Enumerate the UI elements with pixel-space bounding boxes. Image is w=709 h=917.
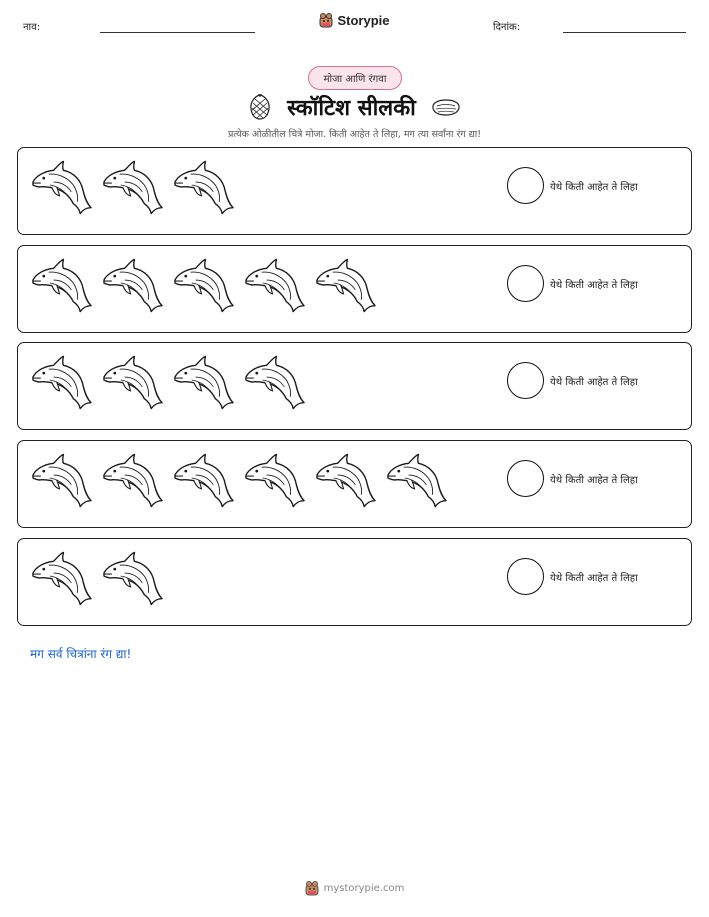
dolphin-icon [30, 451, 93, 509]
dolphin-icon [243, 353, 306, 411]
footer-note: मग सर्व चित्रांना रंग द्या! [30, 647, 132, 661]
dolphin-group-1 [30, 158, 235, 216]
dolphin-group-4 [30, 451, 448, 509]
date-input-line[interactable] [563, 32, 686, 33]
activity-badge [308, 66, 402, 90]
dolphin-icon [101, 353, 164, 411]
seal-stone-icon [430, 96, 462, 118]
dolphin-group-5 [30, 549, 164, 607]
answer-label-1: येथे किती आहेत ते लिहा [550, 182, 638, 193]
dolphin-icon [243, 256, 306, 314]
answer-label-5: येथे किती आहेत ते लिहा [550, 573, 638, 584]
storypie-footer-logo-icon [305, 880, 319, 896]
storypie-logo-icon [319, 12, 333, 28]
page-title: स्कॉटिश सीलकी [287, 96, 416, 121]
answer-label-3: येथे किती आहेत ते लिहा [550, 377, 638, 388]
answer-label-4: येथे किती आहेत ते लिहा [550, 475, 638, 486]
brand-name: Storypie [337, 12, 390, 28]
count-row-5 [17, 538, 692, 626]
footer [0, 880, 709, 896]
activity-badge-text: मोजा आणि रंगवा [323, 74, 387, 85]
dolphin-icon [30, 549, 93, 607]
dolphin-icon [172, 256, 235, 314]
dolphin-group-2 [30, 256, 377, 314]
dolphin-group-3 [30, 353, 306, 411]
dolphin-icon [30, 256, 93, 314]
dolphin-icon [172, 451, 235, 509]
dolphin-icon [172, 353, 235, 411]
name-label: नाव: [23, 22, 41, 33]
answer-circle-1[interactable] [507, 167, 544, 204]
answer-label-2: येथे किती आहेत ते लिहा [550, 280, 638, 291]
answer-circle-3[interactable] [507, 362, 544, 399]
count-row-4 [17, 440, 692, 528]
instructions: प्रत्येक ओळीतील चित्रे मोजा. किती आहेत ते लिहा, मग त्या सर्वांना रंग द्या! [227, 129, 482, 140]
count-row-2 [17, 245, 692, 333]
dolphin-icon [30, 158, 93, 216]
dolphin-icon [314, 256, 377, 314]
count-row-3 [17, 342, 692, 430]
dolphin-icon [101, 256, 164, 314]
footer-url: mystorypie.com [323, 882, 405, 894]
answer-circle-4[interactable] [507, 460, 544, 497]
dolphin-icon [172, 158, 235, 216]
answer-circle-5[interactable] [507, 558, 544, 595]
title-row [0, 90, 709, 124]
dolphin-icon [314, 451, 377, 509]
pinecone-icon [247, 93, 273, 121]
dolphin-icon [101, 451, 164, 509]
dolphin-icon [30, 353, 93, 411]
dolphin-icon [243, 451, 306, 509]
dolphin-icon [101, 549, 164, 607]
brand [0, 12, 709, 28]
name-input-line[interactable] [100, 32, 255, 33]
answer-circle-2[interactable] [507, 265, 544, 302]
date-label: दिनांक: [493, 22, 521, 33]
count-row-1 [17, 147, 692, 235]
dolphin-icon [385, 451, 448, 509]
dolphin-icon [101, 158, 164, 216]
